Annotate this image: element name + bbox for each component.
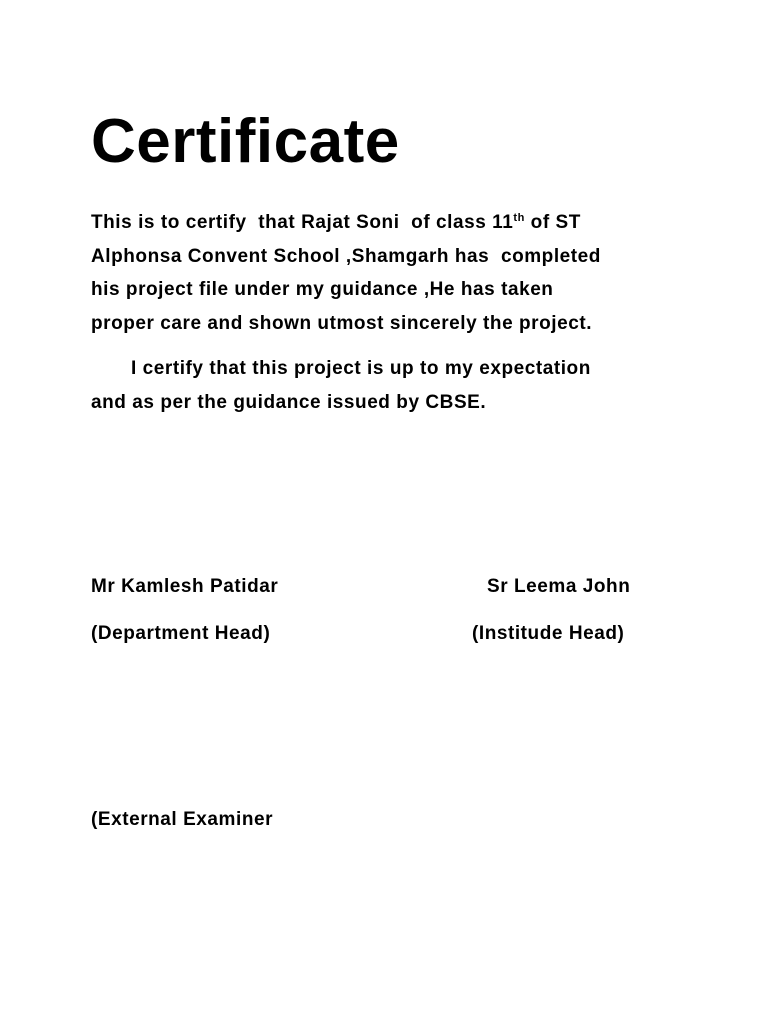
institute-head-name: Sr Leema John [487,576,631,597]
line-1-text: This is to certify that Rajat Soni of class 11 [91,212,514,233]
external-examiner-label: (External Examiner [91,809,274,830]
paragraph-2-line-2: and as per the guidance issued by CBSE. [91,391,487,413]
expectation-paragraph [91,352,691,419]
certificate-title: Certificate [91,107,400,176]
paragraph-2-line-1: I certify that this project is up to my expectation [131,358,591,379]
line-1-text-end: of ST [524,212,581,233]
paragraph-line-3: his project file under my guidance ,He has taken [91,279,554,300]
institute-head-role: (Institude Head) [472,623,625,644]
certification-paragraph [91,206,691,340]
paragraph-line-4: proper care and shown utmost sincerely the project. [91,312,593,334]
ordinal-superscript: th [513,212,525,224]
paragraph-line-2: Alphonsa Convent School ,Shamgarh has completed [91,245,601,267]
department-head-name: Mr Kamlesh Patidar [91,576,279,597]
paragraph-line-1 [91,206,691,240]
department-head-role: (Department Head) [91,623,271,644]
